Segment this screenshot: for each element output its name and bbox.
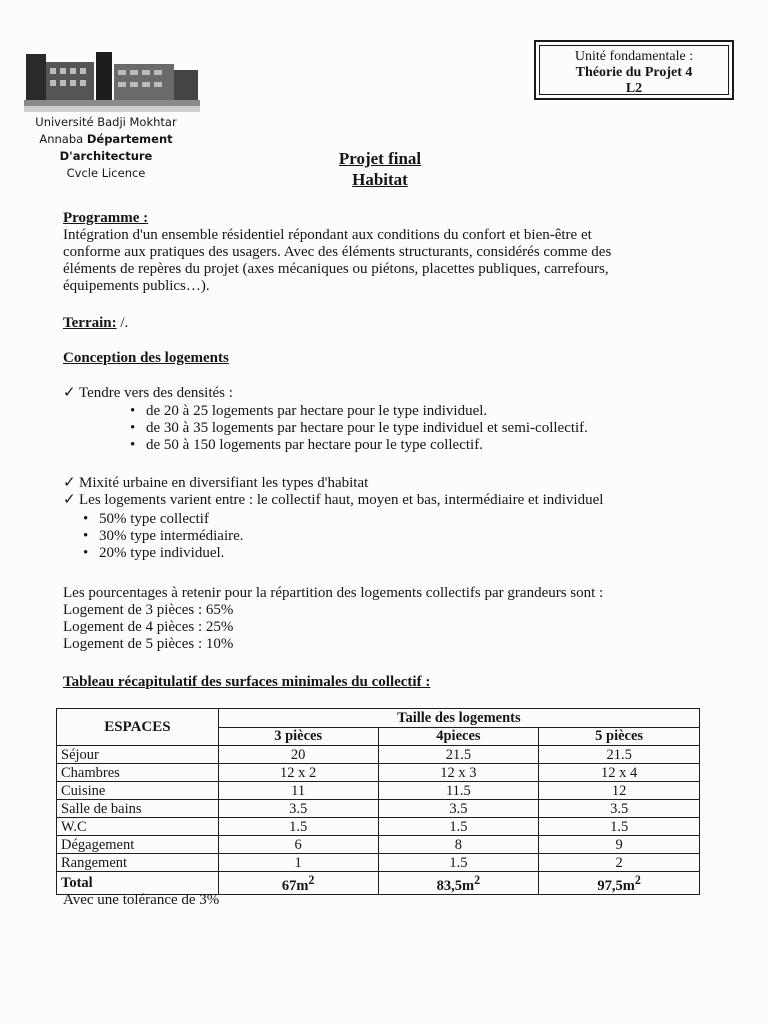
list-item: • 50% type collectif [83, 511, 209, 527]
column-header: 4pieces [378, 727, 539, 746]
programme-heading: Programme : [63, 210, 149, 226]
unit-course: Théorie du Projet 4 [575, 65, 693, 80]
check-icon: ✓ [63, 475, 76, 491]
unit-box [534, 40, 734, 100]
taille-header: Taille des logements [218, 709, 699, 728]
bullet-icon: • [83, 511, 89, 527]
densites-intro: ✓ Tendre vers des densités : [63, 385, 233, 401]
espaces-header: ESPACES [57, 709, 219, 746]
table-row: W.C 1.5 1.5 1.5 [57, 818, 700, 836]
list-item: ✓ Mixité urbaine en diversifiant les types d'habitat [63, 475, 369, 491]
check-icon: ✓ [63, 385, 76, 401]
list-item: • 20% type individuel. [83, 545, 225, 561]
tableau-heading: Tableau récapitulatif des surfaces minimales du collectif : [63, 674, 431, 690]
university-name: Université Badji Mokhtar Annaba Département D'architecture Cvcle Licence [35, 115, 177, 180]
terrain-value: /. [120, 315, 129, 331]
bullet-icon: • [83, 528, 89, 544]
terrain-heading: Terrain: [63, 315, 117, 331]
list-item: • de 50 à 150 logements par hectare pour le type collectif. [130, 437, 483, 453]
densites-list [130, 403, 588, 454]
table-row: Dégagement 6 8 9 [57, 836, 700, 854]
table-row: Salle de bains 3.5 3.5 3.5 [57, 800, 700, 818]
terrain-line [63, 315, 128, 332]
page-title: Projet final Habitat [338, 149, 422, 189]
total-row: Total $67m^2$ $83,5m^2$ $97,5m^2$ [57, 872, 700, 895]
list-item: • de 30 à 35 logements par hectare pour le type individuel et semi-collectif. [130, 420, 588, 436]
bullet-icon: • [130, 420, 136, 436]
pourcentages: Les pourcentages à retenir pour la répartition des logements collectifs par grandeurs sont : Logement de 3 pièces : 65% Logement de 4 pièces : 25% Logement de 5 pièces : 10% [63, 585, 604, 652]
bullet-icon: • [83, 545, 89, 561]
unit-level: L2 [625, 81, 643, 96]
table-row: Séjour 20 21.5 21.5 [57, 746, 700, 764]
bullet-icon: • [130, 403, 136, 419]
table-row: Rangement 1 1.5 2 [57, 854, 700, 872]
check-icon: ✓ [63, 492, 76, 508]
checks-list [63, 475, 603, 509]
types-list [83, 511, 244, 562]
list-item: • 30% type intermédiaire. [83, 528, 244, 544]
table-row: Chambres 12 x 2 12 x 3 12 x 4 [57, 764, 700, 782]
programme-text: Intégration d'un ensemble résidentiel répondant aux conditions du confort et bien-être et conforme aux pratiques des usagers. Avec des éléments structurants, considérés comme des éléments de repères du projet (axes mécaniques ou piétons, placettes publiques, carrefours, équipements publics…). [63, 227, 612, 294]
conception-heading: Conception des logements [63, 350, 229, 366]
unit-label: Unité fondamentale : [574, 49, 694, 64]
tolerance-note: Avec une tolérance de 3% [63, 892, 220, 908]
list-item: • de 20 à 25 logements par hectare pour le type individuel. [130, 403, 488, 419]
list-item: ✓ Les logements varient entre : le collectif haut, moyen et bas, intermédiaire et individuel [63, 492, 604, 508]
bullet-icon: • [130, 437, 136, 453]
surfaces-table [56, 708, 700, 895]
column-header: 3 pièces [218, 727, 378, 746]
table-row: Cuisine 11 11.5 12 [57, 782, 700, 800]
university-building-logo [24, 40, 200, 112]
column-header: 5 pièces [539, 727, 700, 746]
